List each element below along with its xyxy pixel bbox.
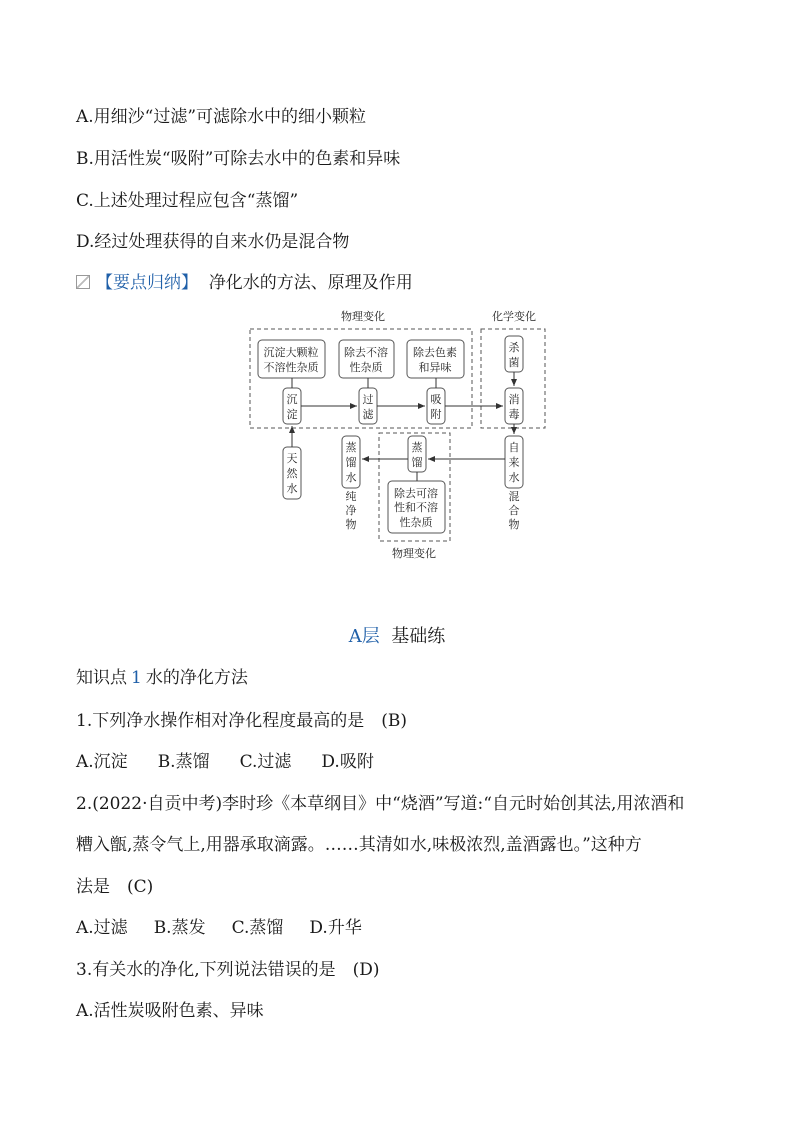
natural-water-2: 然 bbox=[286, 467, 298, 480]
tap-water-box bbox=[505, 436, 523, 488]
key-points-header bbox=[76, 272, 413, 294]
q1-option-b: B.蒸馏 bbox=[157, 752, 210, 772]
disinfect-step-1: 消 bbox=[508, 393, 520, 406]
pure-label-1: 纯 bbox=[345, 490, 357, 503]
adsorb-step-1: 吸 bbox=[430, 393, 442, 406]
distill-step-box bbox=[408, 436, 426, 472]
knowledge-point-name: 水的净化方法 bbox=[145, 668, 248, 688]
kill-step-1: 杀 bbox=[508, 341, 520, 354]
settle-step-1: 沉 bbox=[286, 393, 298, 406]
settle-desc-1: 沉淀大颗粒 bbox=[263, 346, 319, 359]
pure-label-2: 净 bbox=[345, 504, 357, 517]
tap-water-2: 来 bbox=[508, 456, 520, 469]
distill-desc-3: 性杂质 bbox=[399, 516, 433, 529]
settle-desc-2: 不溶性杂质 bbox=[263, 361, 319, 374]
kill-step-box bbox=[505, 336, 523, 372]
knowledge-point-title bbox=[76, 667, 248, 689]
option-a: A.用细沙“过滤”可滤除水中的细小颗粒 bbox=[76, 107, 367, 127]
mixture-label-1: 混 bbox=[508, 490, 520, 503]
distilled-water-1: 蒸 bbox=[345, 441, 357, 454]
adsorb-step-box bbox=[427, 388, 445, 424]
question-2-stem-line-3: 法是 (C) bbox=[76, 877, 154, 897]
q1-option-c: C.过滤 bbox=[239, 752, 292, 772]
natural-water-1: 天 bbox=[286, 452, 298, 465]
question-2-stem-line-1: 2.(2022·自贡中考)李时珍《本草纲目》中“烧酒”写道:“自元时始创其法,用浓酒和 bbox=[76, 794, 685, 814]
note-icon bbox=[76, 275, 90, 289]
section-level: A层 bbox=[348, 626, 380, 647]
knowledge-point-number: 1 bbox=[131, 668, 142, 688]
tap-water-3: 水 bbox=[508, 471, 520, 484]
physical-region-top bbox=[250, 329, 472, 428]
key-points-title: 净化水的方法、原理及作用 bbox=[208, 273, 413, 293]
mixture-label-3: 物 bbox=[508, 518, 520, 531]
question-1-stem: 1.下列净水操作相对净化程度最高的是 (B) bbox=[76, 711, 407, 731]
natural-water-box bbox=[283, 447, 301, 499]
section-name: 基础练 bbox=[391, 626, 446, 647]
question-2-options bbox=[76, 917, 362, 939]
q2-option-a: A.过滤 bbox=[76, 918, 128, 938]
settle-step-2: 淀 bbox=[286, 408, 298, 421]
distill-desc-2: 性和不溶 bbox=[394, 501, 438, 514]
option-d: D.经过处理获得的自来水仍是混合物 bbox=[76, 232, 350, 252]
question-3-stem: 3.有关水的净化,下列说法错误的是 (D) bbox=[76, 960, 380, 980]
q3-option-a: A.活性炭吸附色素、异味 bbox=[76, 1001, 264, 1021]
q2-option-c: C.蒸馏 bbox=[231, 918, 284, 938]
filter-desc-2: 性杂质 bbox=[349, 361, 383, 374]
kill-step-2: 菌 bbox=[508, 356, 520, 369]
distilled-water-3: 水 bbox=[345, 471, 357, 484]
filter-desc-box bbox=[339, 340, 394, 378]
settle-desc-box bbox=[258, 340, 325, 378]
q1-option-d: D.吸附 bbox=[321, 752, 374, 772]
disinfect-step-2: 毒 bbox=[508, 408, 520, 421]
filter-desc-1: 除去不溶 bbox=[344, 346, 388, 359]
adsorb-step-2: 附 bbox=[430, 408, 442, 421]
key-points-tag: 【要点归纳】 bbox=[96, 273, 198, 293]
chemical-region bbox=[481, 329, 545, 428]
knowledge-point-prefix: 知识点 bbox=[76, 668, 127, 688]
distilled-water-box bbox=[342, 436, 360, 488]
natural-water-3: 水 bbox=[286, 482, 298, 495]
physical-region-bottom bbox=[379, 433, 450, 541]
filter-step-1: 过 bbox=[362, 393, 374, 406]
tap-water-1: 自 bbox=[508, 441, 520, 454]
pure-label-3: 物 bbox=[345, 518, 357, 531]
mixture-label-2: 合 bbox=[508, 504, 520, 517]
physical-label-top: 物理变化 bbox=[341, 310, 385, 323]
filter-step-2: 滤 bbox=[362, 408, 374, 421]
filter-step-box bbox=[359, 388, 377, 424]
question-1-options bbox=[76, 751, 374, 773]
distill-step-1: 蒸 bbox=[411, 441, 423, 454]
adsorb-desc-box bbox=[407, 340, 464, 378]
adsorb-desc-2: 和异味 bbox=[418, 361, 452, 374]
section-title bbox=[0, 626, 794, 648]
distill-desc-1: 除去可溶 bbox=[394, 487, 438, 500]
disinfect-step-box bbox=[505, 388, 523, 424]
q2-option-d: D.升华 bbox=[309, 918, 362, 938]
adsorb-desc-1: 除去色素 bbox=[413, 346, 457, 359]
distilled-water-2: 馏 bbox=[345, 456, 357, 469]
q1-option-a: A.沉淀 bbox=[76, 752, 128, 772]
chemical-label: 化学变化 bbox=[492, 310, 536, 323]
distill-desc-box bbox=[388, 481, 445, 533]
question-2-stem-line-2: 糟入甑,蒸令气上,用器承取滴露。……其清如水,味极浓烈,盖酒露也。”这种方 bbox=[76, 835, 642, 855]
distill-step-2: 馏 bbox=[411, 456, 423, 469]
physical-label-bottom: 物理变化 bbox=[392, 547, 436, 560]
settle-step-box bbox=[283, 388, 301, 424]
q2-option-b: B.蒸发 bbox=[153, 918, 206, 938]
option-c: C.上述处理过程应包含“蒸馏” bbox=[76, 191, 299, 211]
option-b: B.用活性炭“吸附”可除去水中的色素和异味 bbox=[76, 149, 401, 169]
